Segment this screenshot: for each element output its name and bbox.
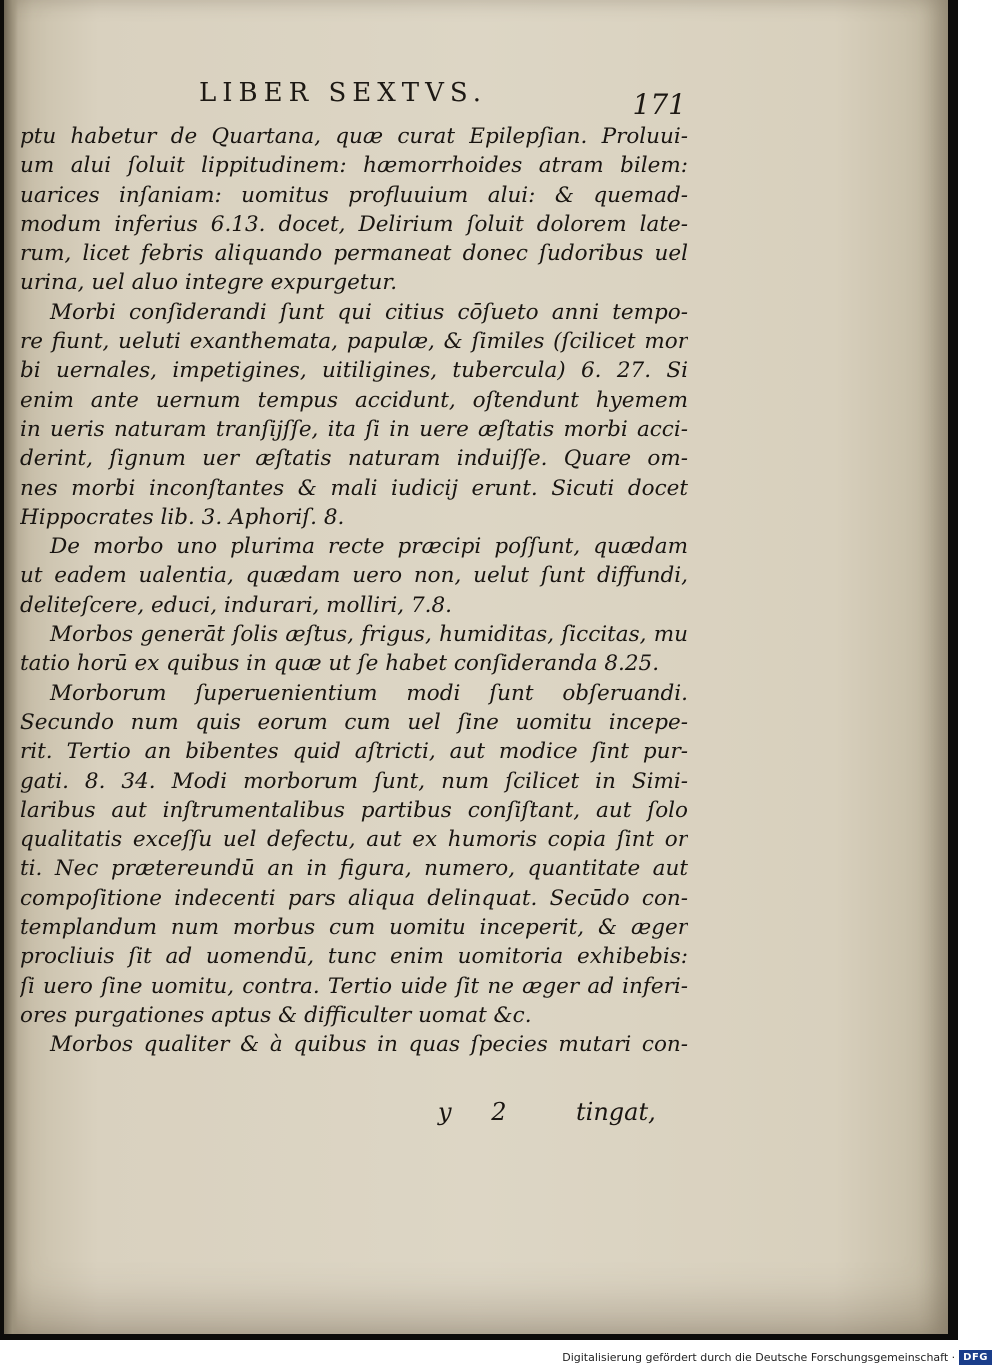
text-line: laribus aut inſtrumentalibus partibus conſiſtant, aut ſolo	[20, 797, 688, 823]
catch-line	[4, 1098, 948, 1132]
running-title: LIBER SEXTVS.	[199, 78, 488, 108]
text-line: gati. 8. 34. Modi morborum ſunt, num ſcilicet in Simi-	[20, 768, 688, 794]
book-page	[4, 0, 948, 1334]
text-line: Morbi conſiderandi ſunt qui citius cōſueto anni tempo-	[50, 299, 688, 325]
text-line: ut eadem ualentia, quædam uero non, uelut ſunt diffundi,	[20, 563, 688, 589]
text-line: Morbos qualiter & à quibus in quas ſpecies mutari con-	[50, 1032, 688, 1058]
running-head	[4, 78, 948, 121]
text-line: nes morbi inconſtantes & mali iudicij erunt. Sicuti docet	[20, 475, 688, 501]
page-gutter	[4, 0, 18, 1334]
text-line: Morbos generāt ſolis æſtus, frigus, humiditas, ſiccitas, mu	[50, 622, 688, 648]
text-line: deliteſcere, educi, indurari, molliri, 7.8.	[20, 592, 452, 618]
text-line: bi uernales, impetigines, uitiligines, tubercula) 6. 27. Si	[20, 358, 688, 384]
credit-text: Digitalisierung gefördert durch die Deutsche Forschungsgemeinschaft ·	[562, 1350, 956, 1364]
dfg-logo: DFG	[959, 1350, 992, 1365]
catchword: tingat,	[576, 1098, 656, 1126]
text-line: rit. Tertio an bibentes quid aſtricti, aut modice ſint pur-	[20, 739, 688, 765]
text-line: templandum num morbus cum uomitu inceperit, & æger	[20, 915, 688, 941]
text-line: ptu habetur de Quartana, quæ curat Epilepſian. Proluui-	[20, 124, 688, 149]
text-line: urina, uel aluo integre expurgetur.	[20, 270, 398, 296]
text-line: derint, ſignum uer æſtatis naturam induiſſe. Quare om-	[20, 446, 688, 472]
text-line: uarices inſaniam: uomitus profluuium alui: & quemad-	[20, 182, 688, 208]
text-line: Secundo num quis eorum cum uel ſine uomitu incepe-	[20, 709, 688, 735]
text-line: tatio horū ex quibus in quæ ut ſe habet conſideranda 8.25.	[20, 651, 660, 677]
body-text	[20, 122, 688, 1060]
text-line: De morbo uno plurima recte præcipi poſſunt, quædam	[50, 534, 688, 560]
text-line: modum inferius 6.13. docet, Delirium ſoluit dolorem late-	[20, 211, 688, 237]
text-line: compoſitione indecenti pars aliqua delinquat. Secūdo con-	[20, 885, 688, 911]
text-line: re fiunt, ueluti exanthemata, papulæ, & ſimiles (ſcilicet mor	[20, 329, 688, 355]
text-line: Morborum ſuperuenientium modi ſunt obſeruandi.	[50, 680, 688, 706]
text-line: qualitatis exceſſu uel defectu, aut ex humoris copia ſint or	[20, 827, 688, 853]
text-line: procliuis ſit ad uomendū, tunc enim uomitoria exhibebis:	[20, 944, 688, 970]
signature-mark: y 2	[438, 1098, 523, 1126]
text-line: um alui ſoluit lippitudinem: hæmorrhoides atram bilem:	[20, 153, 688, 179]
text-line: in ueris naturam tranſijſſe, ita ſi in uere æſtatis morbi acci-	[20, 416, 688, 442]
text-line: ſi uero ſine uomitu, contra. Tertio uide ſit ne æger ad inferi-	[20, 973, 688, 999]
text-line: rum, licet febris aliquando permaneat donec ſudoribus uel	[20, 241, 688, 267]
text-line: ti. Nec prætereundū an in figura, numero, quantitate aut	[20, 856, 688, 882]
text-line: enim ante uernum tempus accidunt, oſtendunt hyemem	[20, 387, 688, 413]
digitization-credit	[562, 1346, 992, 1368]
text-line: ores purgationes aptus & difficulter uomat &c.	[20, 1002, 532, 1028]
text-line: Hippocrates lib. 3. Aphoriſ. 8.	[20, 504, 345, 530]
page-number: 171	[632, 88, 686, 121]
